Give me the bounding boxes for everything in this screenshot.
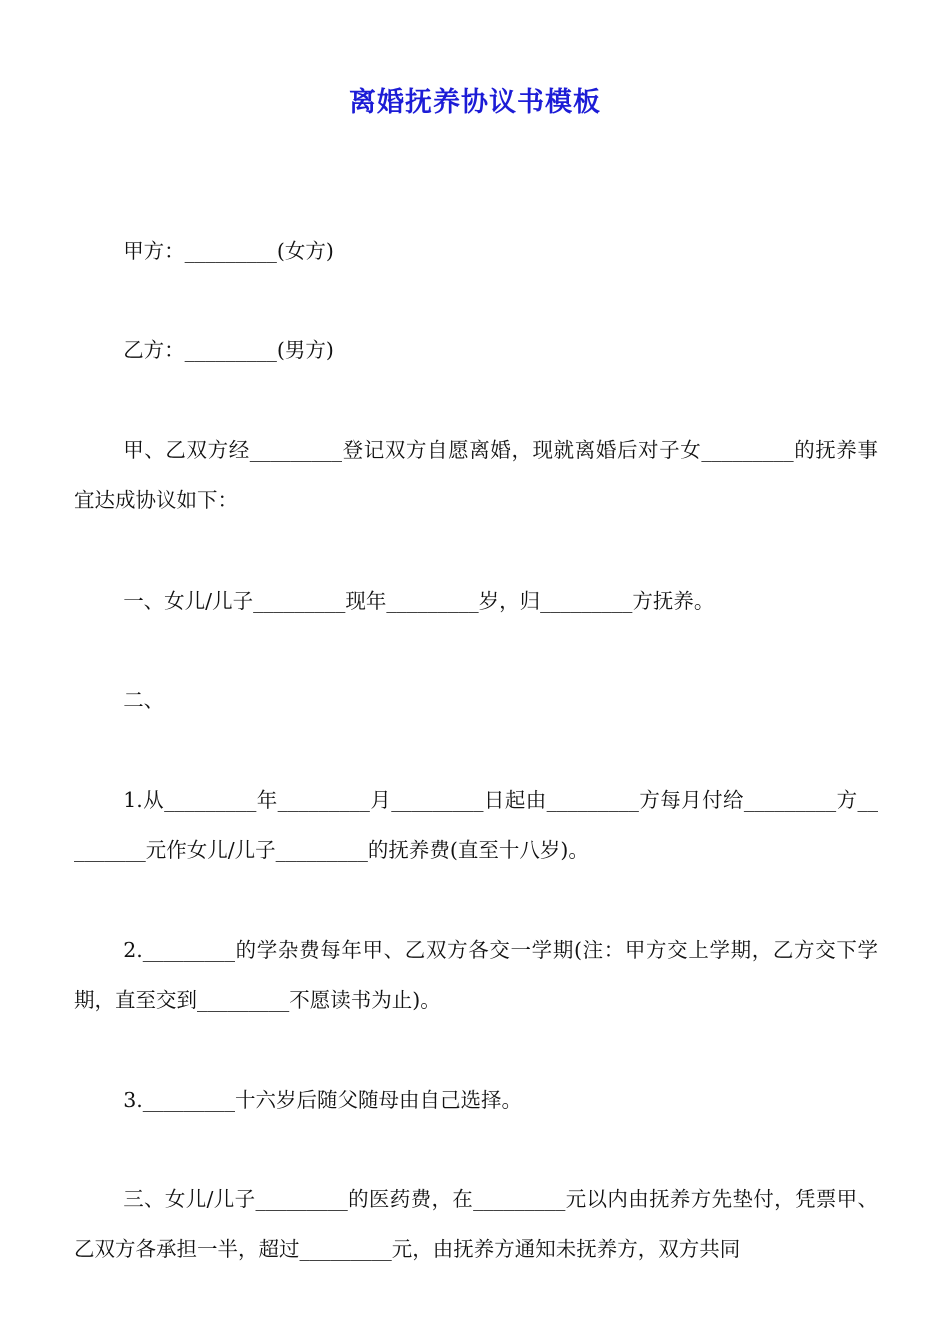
- clause-two-heading: 二、: [123, 688, 165, 712]
- clause-two-item-2: 2._________的学杂费每年甲、乙双方各交一学期(注：甲方交上学期，乙方交下学期，直至交到_________不愿读书为止)。: [74, 938, 878, 1012]
- clause-three: 三、女儿/儿子_________的医药费，在_________元以内由抚养方先垫付，凭票甲、乙双方各承担一半，超过_________元，由抚养方通知未抚养方，双方共同: [74, 1187, 878, 1261]
- clause-two-item-3: 3._________十六岁后随父随母由自己选择。: [123, 1088, 522, 1112]
- party-b-line: 乙方：_________(男方): [123, 338, 334, 362]
- preamble-paragraph: 甲、乙双方经_________登记双方自愿离婚，现就离婚后对子女_________的抚养事宜达成协议如下：: [74, 438, 878, 512]
- document-title: 离婚抚养协议书模板: [349, 87, 601, 118]
- party-a-line: 甲方：_________(女方): [123, 239, 334, 263]
- clause-one: 一、女儿/儿子_________现年_________岁，归_________方抚养。: [123, 589, 715, 613]
- clause-two-item-1: 1.从_________年_________月_________日起由_________方每月付给_________方_________元作女儿/儿子_________的抚养费(直至十八岁)。: [74, 788, 878, 862]
